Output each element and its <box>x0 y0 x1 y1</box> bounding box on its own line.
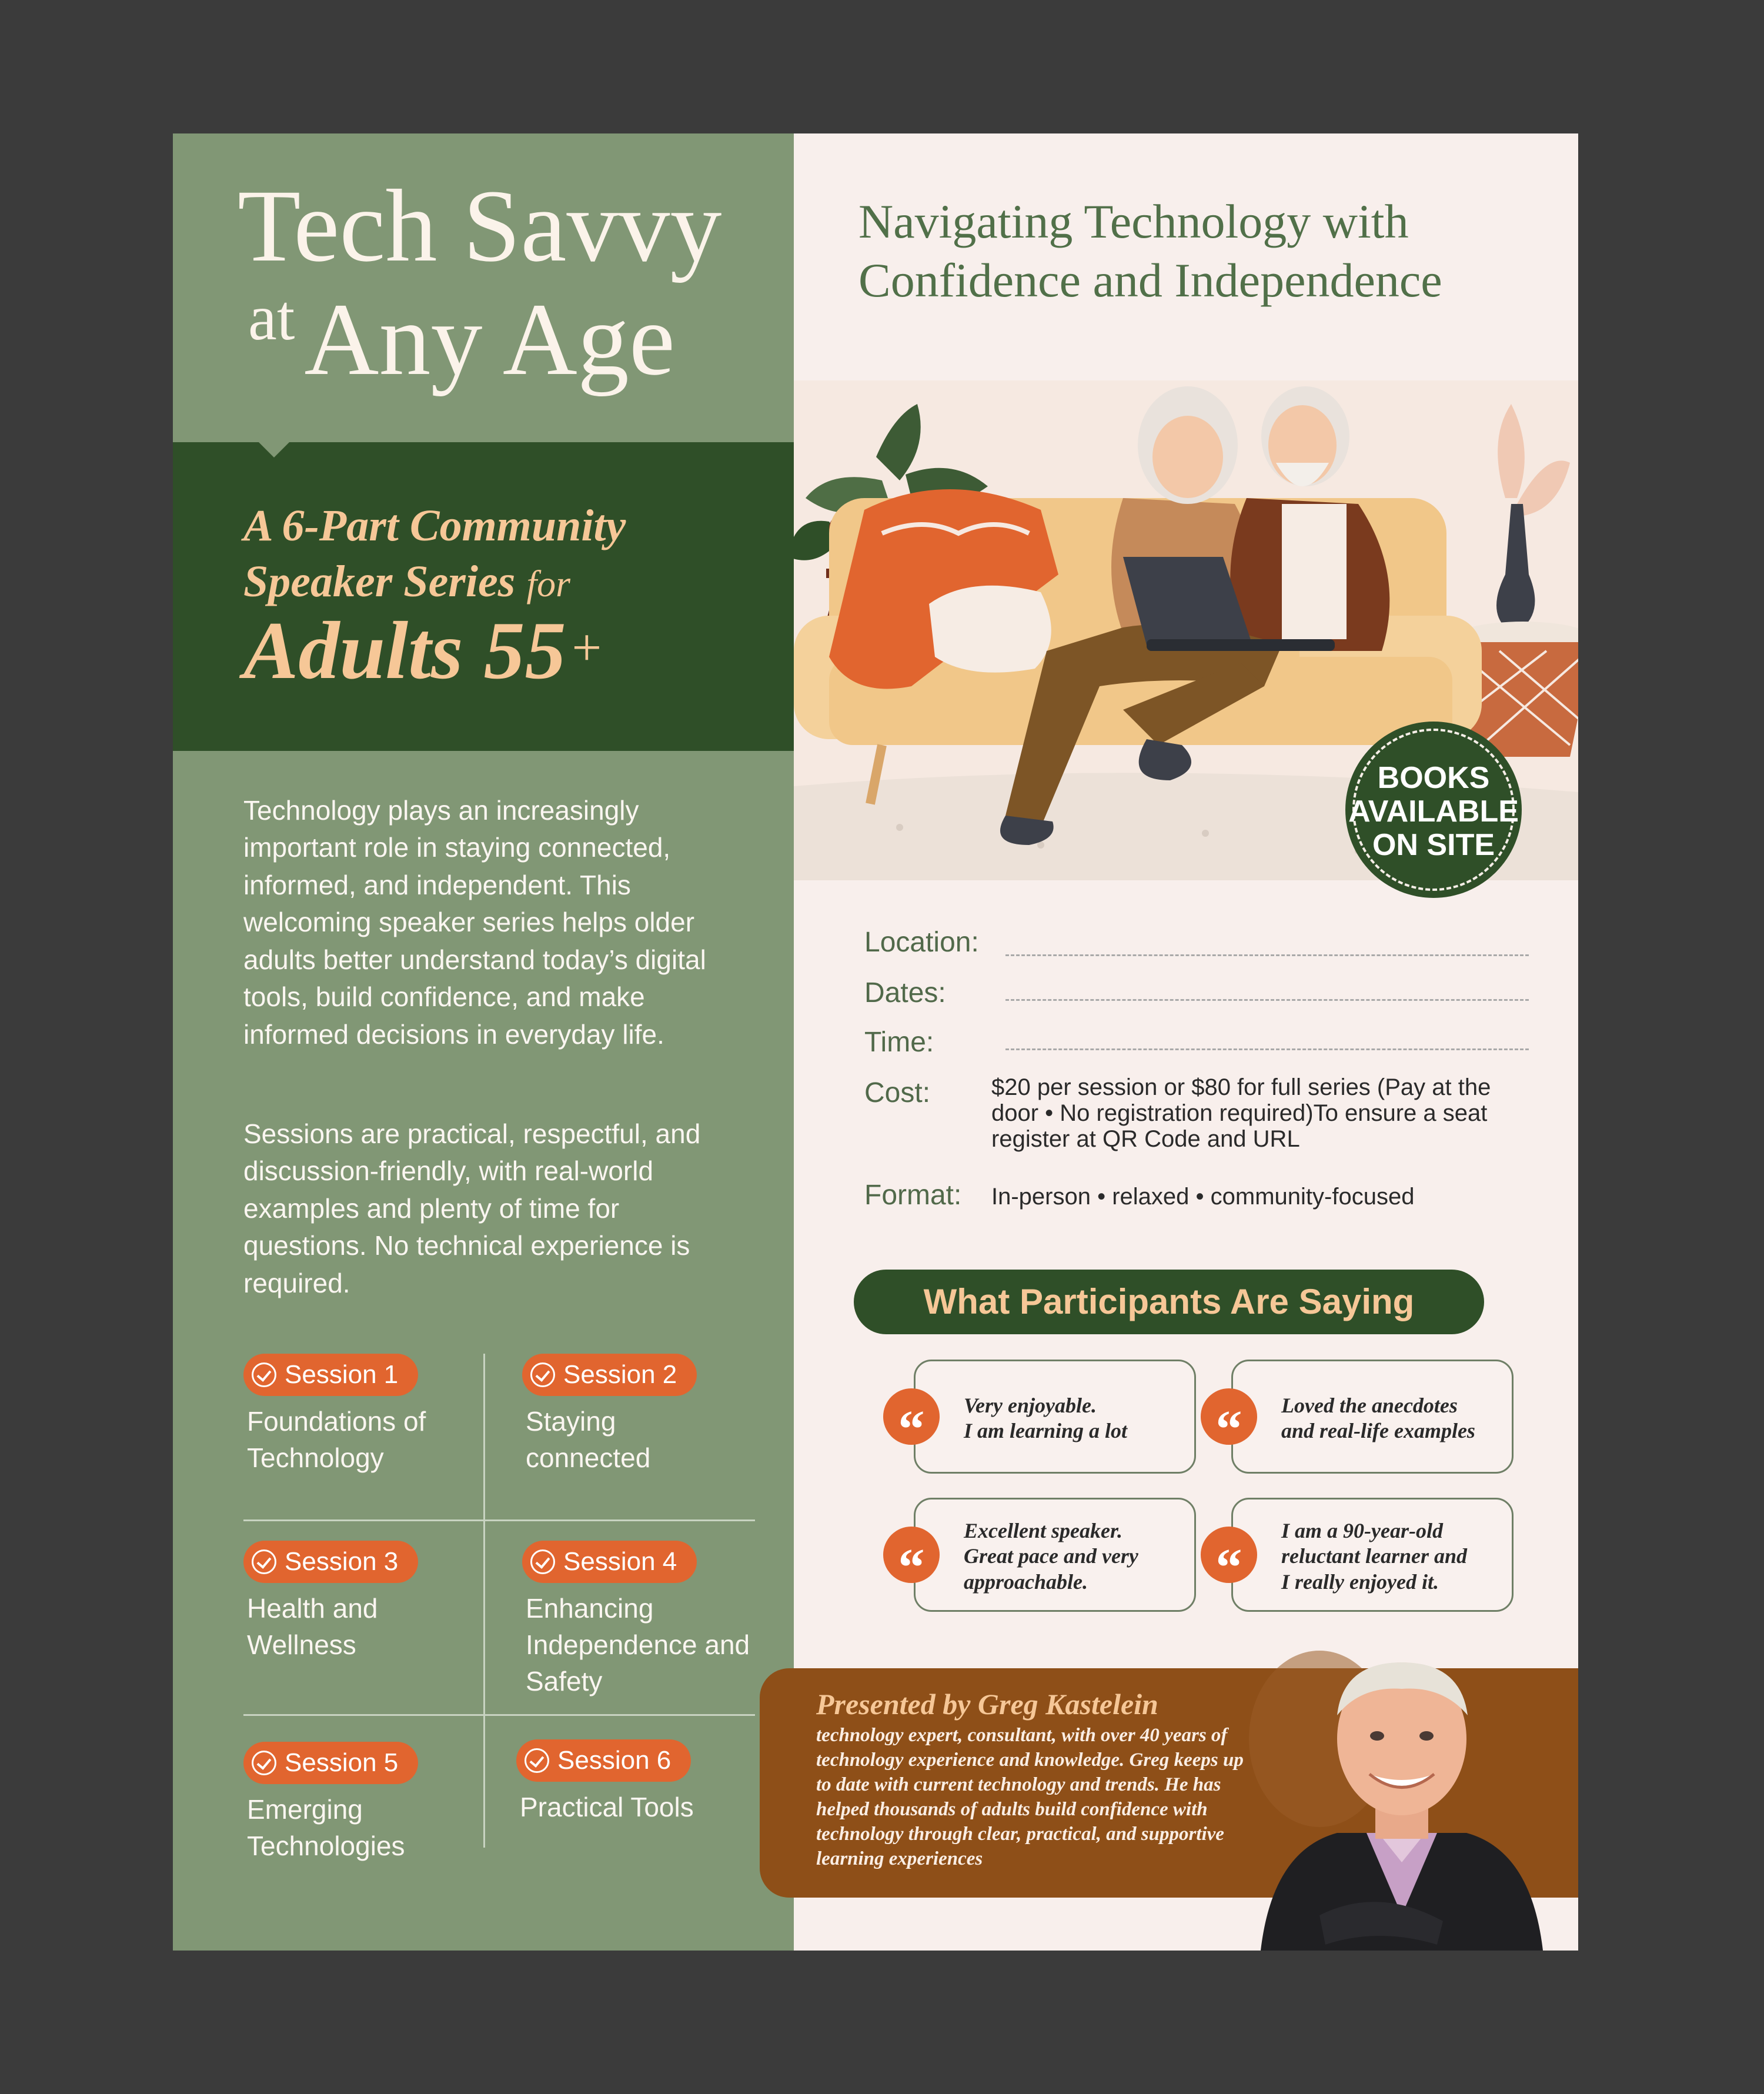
main-title-line1: Tech Savvy <box>238 169 722 283</box>
presenter-name: Presented by Greg Kastelein <box>816 1688 1158 1721</box>
format-value: In-person • relaxed • community-focused <box>991 1184 1415 1210</box>
cost-line: register at QR Code and URL <box>991 1126 1300 1152</box>
quote-line: Great pace and very <box>964 1544 1138 1568</box>
subtitle-speaker-series: Speaker Series <box>243 557 516 606</box>
session-4-pill <box>522 1541 697 1583</box>
quote-line: I am learning a lot <box>964 1419 1128 1442</box>
location-label: Location: <box>864 927 979 958</box>
dates-label: Dates: <box>864 977 946 1008</box>
main-title-line2 <box>248 280 675 399</box>
quote-line: Loved the anecdotes <box>1281 1393 1458 1417</box>
flyer <box>173 133 1578 1951</box>
session-cell <box>522 1354 702 1476</box>
cost-label: Cost: <box>864 1077 931 1108</box>
quote-icon: “ <box>883 1388 940 1445</box>
session-2-pill <box>522 1354 697 1396</box>
subtitle-for: for <box>526 563 570 605</box>
session-3-title: Health and Wellness <box>247 1593 378 1661</box>
presenter-photo <box>1249 1639 1555 1951</box>
session-5-pill <box>243 1742 418 1784</box>
check-circle-icon <box>252 1362 276 1387</box>
time-blank-line[interactable] <box>1005 1048 1529 1050</box>
quote-line: reluctant learner and <box>1281 1544 1468 1568</box>
quote-line: Very enjoyable. <box>964 1393 1097 1417</box>
tagline-line2: Confidence and Independence <box>858 253 1442 308</box>
badge-line: AVAILABLE <box>1348 794 1519 829</box>
left-panel <box>173 133 794 1951</box>
session-cell <box>243 1742 459 1864</box>
session-2-title: Staying connected <box>526 1406 651 1474</box>
check-circle-icon <box>530 1549 555 1574</box>
session-4-title: Enhancing Independence and Safety <box>526 1593 750 1697</box>
check-circle-icon <box>530 1362 555 1387</box>
testimonial-text <box>1281 1361 1511 1475</box>
check-circle-icon <box>252 1549 276 1574</box>
badge-line: ON SITE <box>1372 828 1495 863</box>
session-3-pill <box>243 1541 418 1583</box>
session-label: Session 5 <box>285 1748 399 1777</box>
session-label: Session 2 <box>563 1360 677 1389</box>
session-label: Session 1 <box>285 1360 399 1389</box>
time-label: Time: <box>864 1027 934 1058</box>
quote-icon: “ <box>1201 1527 1257 1583</box>
intro-paragraph-1: Technology plays an increasingly important role in staying connected, informed, and independent. This welcoming speaker series helps older adults better understand today’s digital tools, build confidence, and make informed decisions in everyday life. <box>243 795 706 1050</box>
testimonial-card <box>1231 1498 1514 1612</box>
quote-line: Excellent speaker. <box>964 1519 1122 1543</box>
intro-paragraph-2: Sessions are practical, respectful, and discussion-friendly, with real-world examples and plenty of time for questions. No technical experience is required. <box>243 1118 701 1298</box>
testimonial-card <box>914 1498 1196 1612</box>
subtitle-line1: A 6-Part Community <box>243 501 626 550</box>
band-notch <box>247 430 301 457</box>
testimonial-card <box>1231 1360 1514 1474</box>
main-title-at: at <box>248 282 295 353</box>
session-cell <box>516 1739 767 1825</box>
session-label: Session 3 <box>285 1547 399 1576</box>
check-circle-icon <box>524 1748 549 1773</box>
quote-line: and real-life examples <box>1281 1419 1475 1442</box>
cost-line: door • No registration required)To ensure a seat <box>991 1100 1488 1126</box>
testimonials-heading: What Participants Are Saying <box>854 1270 1484 1334</box>
session-label: Session 6 <box>557 1746 671 1775</box>
session-label: Session 4 <box>563 1547 677 1576</box>
grid-divider-horizontal <box>243 1714 755 1716</box>
badge-text <box>1345 762 1522 863</box>
bio-line: learning experiences <box>816 1848 983 1869</box>
dates-blank-line[interactable] <box>1005 999 1529 1001</box>
session-6-title: Practical Tools <box>520 1792 694 1822</box>
tagline-line1: Navigating Technology with <box>858 195 1409 248</box>
audience-heading <box>243 605 602 696</box>
location-blank-line[interactable] <box>1005 954 1529 956</box>
bio-line: to date with current technology and trends. He has <box>816 1774 1221 1795</box>
quote-line: approachable. <box>964 1569 1088 1594</box>
bio-line: helped thousands of adults build confidence with <box>816 1798 1208 1820</box>
session-6-pill <box>516 1739 691 1782</box>
session-grid <box>243 1354 755 1862</box>
cost-line: $20 per session or $80 for full series (Pay at the <box>991 1074 1491 1100</box>
books-available-badge <box>1345 722 1522 898</box>
presenter-bio <box>816 1724 1304 1871</box>
audience-plus: + <box>572 619 602 677</box>
main-title-any-age: Any Age <box>304 282 675 397</box>
session-1-title: Foundations of Technology <box>247 1406 426 1474</box>
session-cell <box>243 1541 423 1663</box>
audience-text: Adults 55 <box>243 605 566 696</box>
testimonial-card <box>914 1360 1196 1474</box>
bio-line: technology through clear, practical, and supportive <box>816 1823 1224 1845</box>
testimonial-text <box>964 1499 1193 1614</box>
quote-line: I really enjoyed it. <box>1281 1569 1439 1594</box>
bio-line: technology experience and knowledge. Greg keeps up <box>816 1749 1244 1771</box>
testimonial-text <box>964 1361 1193 1475</box>
session-cell <box>243 1354 482 1476</box>
quote-icon: “ <box>1201 1388 1257 1445</box>
testimonial-text <box>1281 1499 1511 1614</box>
bio-line: technology expert, consultant, with over 40 years of <box>816 1725 1228 1746</box>
quote-icon: “ <box>883 1527 940 1583</box>
cost-value <box>991 1074 1556 1152</box>
session-5-title: Emerging Technologies <box>247 1794 405 1862</box>
session-cell <box>522 1541 761 1699</box>
grid-divider-vertical <box>483 1354 485 1848</box>
grid-divider-horizontal <box>243 1519 755 1521</box>
session-1-pill <box>243 1354 418 1396</box>
tagline <box>858 192 1442 310</box>
series-subtitle <box>243 498 626 610</box>
badge-line: BOOKS <box>1377 761 1490 795</box>
format-label: Format: <box>864 1180 962 1211</box>
subtitle-line2 <box>243 554 626 610</box>
quote-line: I am a 90-year-old <box>1281 1519 1443 1543</box>
check-circle-icon <box>252 1751 276 1775</box>
